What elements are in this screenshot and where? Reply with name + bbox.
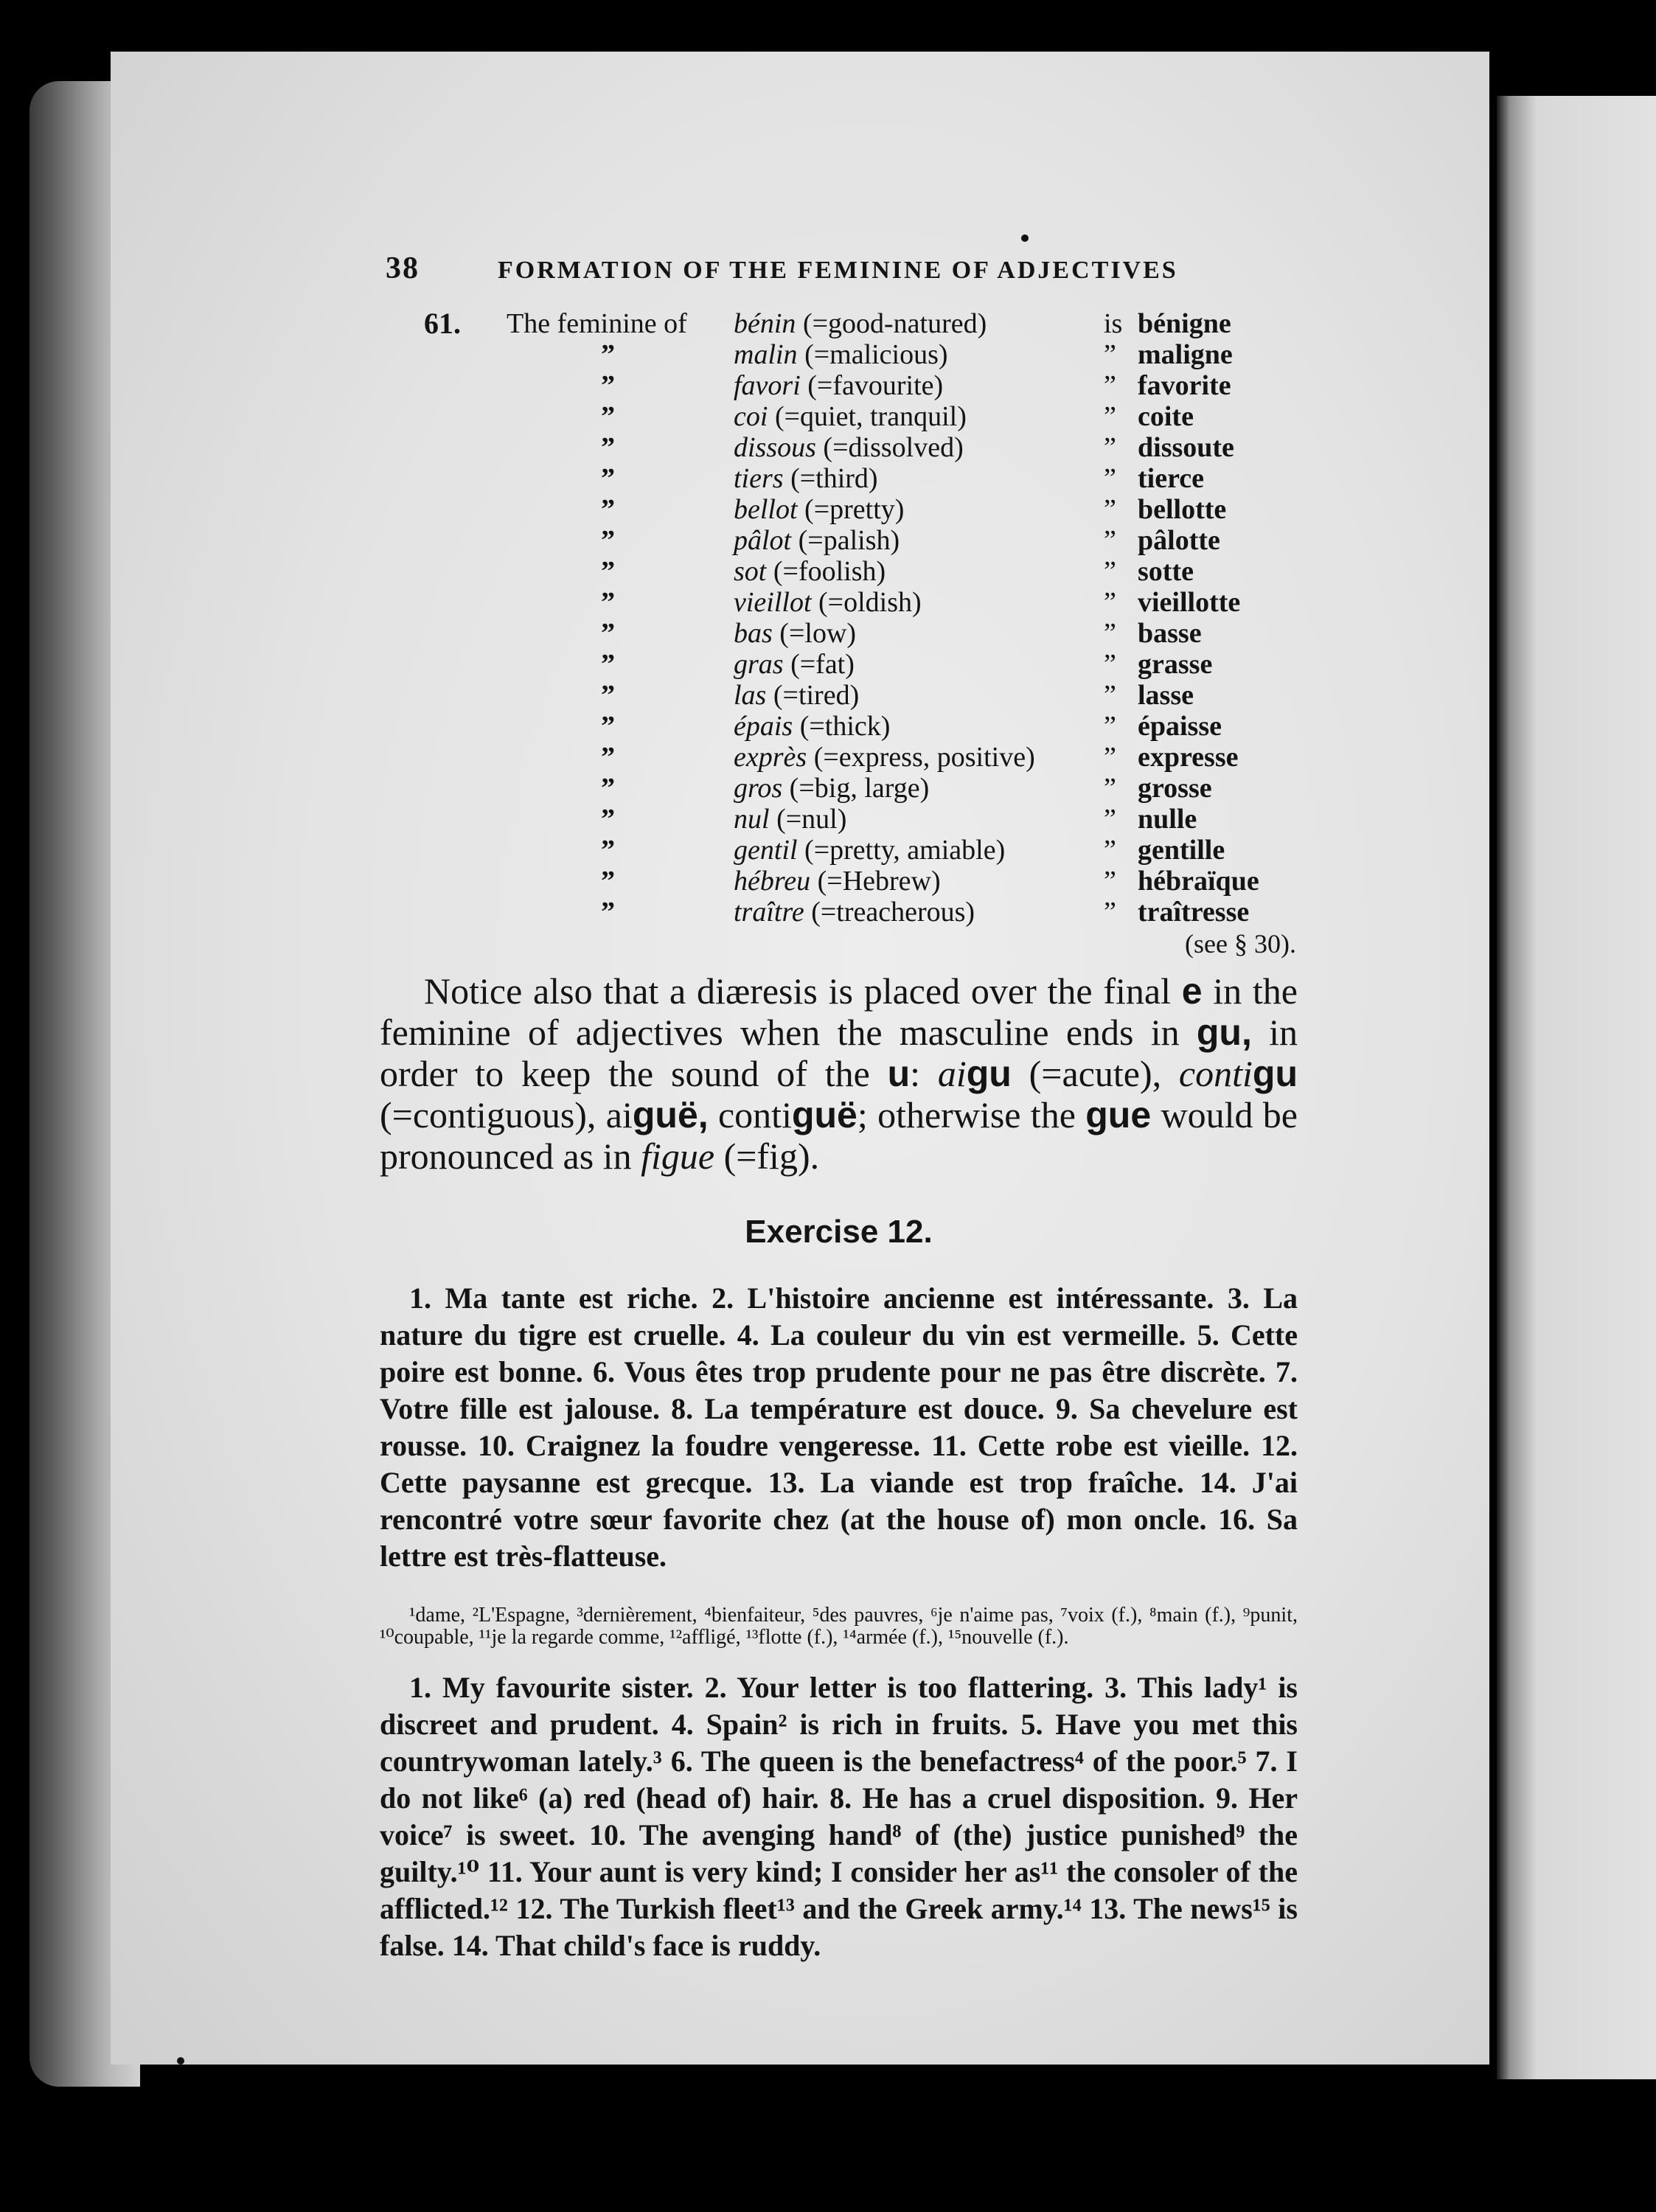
masculine-word: dissous [734, 432, 816, 463]
ditto-mark: ” [601, 804, 615, 835]
masculine-entry [734, 339, 948, 370]
feminine-word: hébraïque [1138, 866, 1259, 897]
ditto-mark: ” [1104, 463, 1116, 494]
table-row [380, 866, 1298, 897]
ditto-mark: ” [601, 711, 615, 742]
masculine-word: bellot [734, 494, 798, 525]
gloss: (=pretty, amiable) [804, 835, 1006, 866]
masculine-entry [734, 370, 943, 401]
exercise-title: Exercise 12. [745, 1214, 933, 1250]
ditto-mark: ” [1104, 370, 1116, 401]
page-content [380, 251, 1298, 1994]
masculine-word: traître [734, 897, 804, 928]
notice-bold: u [887, 1053, 911, 1094]
masculine-entry [734, 835, 1005, 866]
is-word: is [1104, 308, 1123, 339]
gloss: (=dissolved) [823, 432, 964, 463]
gloss: (=Hebrew) [817, 866, 941, 897]
ditto-mark: ” [1104, 897, 1116, 928]
ditto-mark: ” [1104, 804, 1116, 835]
exercise-english-text: 1. My favourite sister. 2. Your letter is too flattering. 3. This lady¹ is discreet and prudent. 4. Spain² is rich in fruits. 5. Have you met this countrywoman lately.³ 6. The queen is the benefactress⁴ of the poor.⁵ 7. I do not like⁶ (a) red (head of) hair. 8. He has a cruel disposition. 9. Her voice⁷ is sweet. 10. The avenging hand⁸ of (the) justice punished⁹ the guilty.¹⁰ 11. Your aunt is very kind; I consider her as¹¹ the consoler of the afflicted.¹² 12. The Turkish fleet¹³ and the Greek army.¹⁴ 13. The news¹⁵ is false. 14. That child's face is ruddy. [380, 1671, 1298, 1962]
gloss: (=good-natured) [802, 308, 987, 339]
ditto-mark: ” [1104, 835, 1116, 866]
table-row [380, 339, 1298, 370]
ditto-mark: ” [1104, 587, 1116, 618]
masculine-word: bénin [734, 308, 796, 339]
masculine-word: gentil [734, 835, 798, 866]
masculine-word: nul [734, 804, 770, 835]
masculine-entry [734, 680, 859, 711]
feminine-word: pâlotte [1138, 525, 1220, 556]
ditto-mark: ” [1104, 339, 1116, 370]
feminine-word: nulle [1138, 804, 1197, 835]
table-row [380, 711, 1298, 742]
notice-italic: conti [1178, 1053, 1253, 1094]
page-number: 38 [386, 251, 420, 285]
table-row [380, 897, 1298, 928]
ditto-mark: ” [601, 618, 615, 649]
masculine-word: pâlot [734, 525, 792, 556]
table-row [380, 308, 1298, 339]
masculine-word: sot [734, 556, 767, 587]
notice-text: conti [708, 1094, 792, 1135]
ditto-mark: ” [1104, 618, 1116, 649]
ditto-mark: ” [1104, 773, 1116, 804]
masculine-entry [734, 463, 878, 494]
masculine-entry [734, 804, 846, 835]
notice-text: (=contiguous), [380, 1094, 606, 1135]
section-number: 61. [424, 307, 461, 340]
table-row [380, 556, 1298, 587]
notice-text: (=acute), [1011, 1053, 1179, 1094]
gloss: (=fat) [790, 649, 855, 680]
notice-bold: guë [791, 1094, 857, 1135]
feminine-word: vieillotte [1138, 587, 1241, 618]
facing-page-edge [1497, 96, 1656, 2079]
gloss: (=quiet, tranquil) [774, 401, 967, 432]
masculine-word: bas [734, 618, 773, 649]
ditto-mark: ” [1104, 711, 1116, 742]
feminine-word: coite [1138, 401, 1194, 432]
notice-text: : [910, 1053, 938, 1094]
ditto-mark: ” [601, 463, 615, 494]
feminine-word: épaisse [1138, 711, 1222, 742]
masculine-entry [734, 649, 855, 680]
gloss: (=nul) [776, 804, 847, 835]
see-reference: (see § 30). [1185, 929, 1296, 959]
notice-paragraph [380, 970, 1298, 1177]
feminine-word: favorite [1138, 370, 1231, 401]
ditto-mark: ” [601, 835, 615, 866]
gloss: (=third) [790, 463, 878, 494]
ditto-mark: ” [1104, 649, 1116, 680]
masculine-word: épais [734, 711, 793, 742]
ditto-mark: ” [601, 370, 615, 401]
gloss: (=big, large) [789, 773, 930, 804]
ditto-mark: ” [601, 339, 615, 370]
notice-text: Notice also that a diæresis is placed over the final [424, 970, 1182, 1012]
gloss: (=thick) [799, 711, 891, 742]
feminine-word: grosse [1138, 773, 1212, 804]
exercise-french-text: 1. Ma tante est riche. 2. L'histoire ancienne est intéressante. 3. La nature du tigre est cruelle. 4. La couleur du vin est vermeille. 5. Cette poire est bonne. 6. Vous êtes trop prudente pour ne pas être discrète. 7. Votre fille est jalouse. 8. La température est douce. 9. Sa chevelure est rousse. 10. Craignez la foudre vengeresse. 11. Cette robe est vieille. 12. Cette paysanne est grecque. 13. La viande est trop fraîche. 14. J'ai rencontré votre sœur favorite chez (at the house of) mon oncle. 16. Sa lettre est très-flatteuse. [380, 1281, 1298, 1573]
ditto-mark: ” [1104, 556, 1116, 587]
masculine-entry [734, 308, 987, 339]
ditto-mark: ” [1104, 525, 1116, 556]
table-row [380, 742, 1298, 773]
masculine-entry [734, 494, 904, 525]
notice-bold: gu, [1196, 1012, 1252, 1053]
gloss: (=treacherous) [811, 897, 975, 928]
ditto-mark: ” [601, 525, 615, 556]
masculine-entry [734, 618, 856, 649]
table-row [380, 804, 1298, 835]
masculine-word: gros [734, 773, 783, 804]
masculine-word: exprès [734, 742, 807, 773]
exercise-footnotes: ¹dame, ²L'Espagne, ³dernièrement, ⁴bienfaiteur, ⁵des pauvres, ⁶je n'aime pas, ⁷voix (f.), ⁸main (f.), ⁹punit, ¹⁰coupable, ¹¹je la regarde comme, ¹²affligé, ¹³flotte (f.), ¹⁴armée (f.), ¹⁵nouvelle (f.). [380, 1604, 1298, 1649]
gloss: (=favourite) [807, 370, 944, 401]
feminine-word: sotte [1138, 556, 1194, 587]
ditto-mark: ” [601, 432, 615, 463]
notice-text: in the feminine of adjectives when the masculine ends in [380, 970, 1298, 1053]
notice-bold: guë, [632, 1094, 709, 1135]
masculine-entry [734, 711, 890, 742]
table-row [380, 835, 1298, 866]
feminine-table [380, 308, 1298, 928]
gloss: (=tired) [773, 680, 860, 711]
feminine-word: bellotte [1138, 494, 1227, 525]
feminine-word: grasse [1138, 649, 1213, 680]
feminine-word: bénigne [1138, 308, 1231, 339]
notice-text: ai [605, 1094, 633, 1135]
page-header [380, 251, 1298, 295]
masculine-entry [734, 525, 900, 556]
running-head: FORMATION OF THE FEMININE OF ADJECTIVES [498, 257, 1178, 284]
masculine-entry [734, 897, 975, 928]
feminine-word: gentille [1138, 835, 1225, 866]
masculine-word: vieillot [734, 587, 812, 618]
feminine-word: maligne [1138, 339, 1233, 370]
masculine-entry [734, 742, 1035, 773]
masculine-word: las [734, 680, 767, 711]
notice-italic: ai [937, 1053, 967, 1094]
masculine-entry [734, 556, 886, 587]
masculine-word: favori [734, 370, 801, 401]
notice-text: (=fig). [714, 1135, 820, 1177]
notice-bold: e [1181, 970, 1203, 1012]
ditto-mark: ” [601, 773, 615, 804]
ditto-mark: ” [1104, 432, 1116, 463]
table-row [380, 525, 1298, 556]
feminine-word: tierce [1138, 463, 1204, 494]
masculine-entry [734, 587, 922, 618]
ditto-mark: ” [601, 680, 615, 711]
feminine-word: lasse [1138, 680, 1194, 711]
gloss: (=pretty) [804, 494, 905, 525]
ditto-mark: ” [601, 556, 615, 587]
masculine-entry [734, 866, 941, 897]
ditto-mark: ” [601, 401, 615, 432]
ditto-mark: ” [601, 897, 615, 928]
ditto-mark: ” [601, 494, 615, 525]
masculine-word: hébreu [734, 866, 811, 897]
notice-text: would be pronounced as in [380, 1094, 1298, 1177]
notice-italic: figue [641, 1135, 715, 1177]
notice-bold: gue [1085, 1094, 1152, 1135]
masculine-entry [734, 401, 967, 432]
notice-bold: gu [966, 1053, 1012, 1094]
table-row [380, 401, 1298, 432]
table-row [380, 432, 1298, 463]
notice-text: in order to keep the sound of the [380, 1012, 1298, 1094]
masculine-word: gras [734, 649, 784, 680]
table-row [380, 463, 1298, 494]
table-row [380, 773, 1298, 804]
ditto-mark: ” [601, 587, 615, 618]
feminine-word: expresse [1138, 742, 1239, 773]
feminine-word: basse [1138, 618, 1202, 649]
gloss: (=oldish) [818, 587, 922, 618]
table-row [380, 649, 1298, 680]
ditto-mark: ” [601, 866, 615, 897]
masculine-word: malin [734, 339, 798, 370]
masculine-entry [734, 432, 964, 463]
table-row [380, 618, 1298, 649]
table-row [380, 587, 1298, 618]
masculine-word: tiers [734, 463, 784, 494]
ditto-mark: ” [601, 649, 615, 680]
feminine-word: traîtresse [1138, 897, 1250, 928]
specks [1021, 234, 1029, 242]
gloss: (=foolish) [773, 556, 886, 587]
gloss: (=malicious) [804, 339, 948, 370]
table-row [380, 494, 1298, 525]
gloss: (=low) [779, 618, 857, 649]
notice-text: ; otherwise the [857, 1094, 1086, 1135]
ditto-mark: ” [1104, 680, 1116, 711]
gloss: (=palish) [798, 525, 900, 556]
ditto-mark: ” [1104, 866, 1116, 897]
ditto-mark: ” [1104, 401, 1116, 432]
masculine-entry [734, 773, 929, 804]
gloss: (=express, positive) [813, 742, 1035, 773]
masculine-word: coi [734, 401, 768, 432]
table-row [380, 680, 1298, 711]
ditto-mark: ” [601, 742, 615, 773]
table-row [380, 370, 1298, 401]
section-intro: The feminine of [507, 308, 687, 339]
notice-bold: gu [1252, 1053, 1298, 1094]
ditto-mark: ” [1104, 494, 1116, 525]
ditto-mark: ” [1104, 742, 1116, 773]
specks [177, 2057, 184, 2065]
feminine-word: dissoute [1138, 432, 1234, 463]
